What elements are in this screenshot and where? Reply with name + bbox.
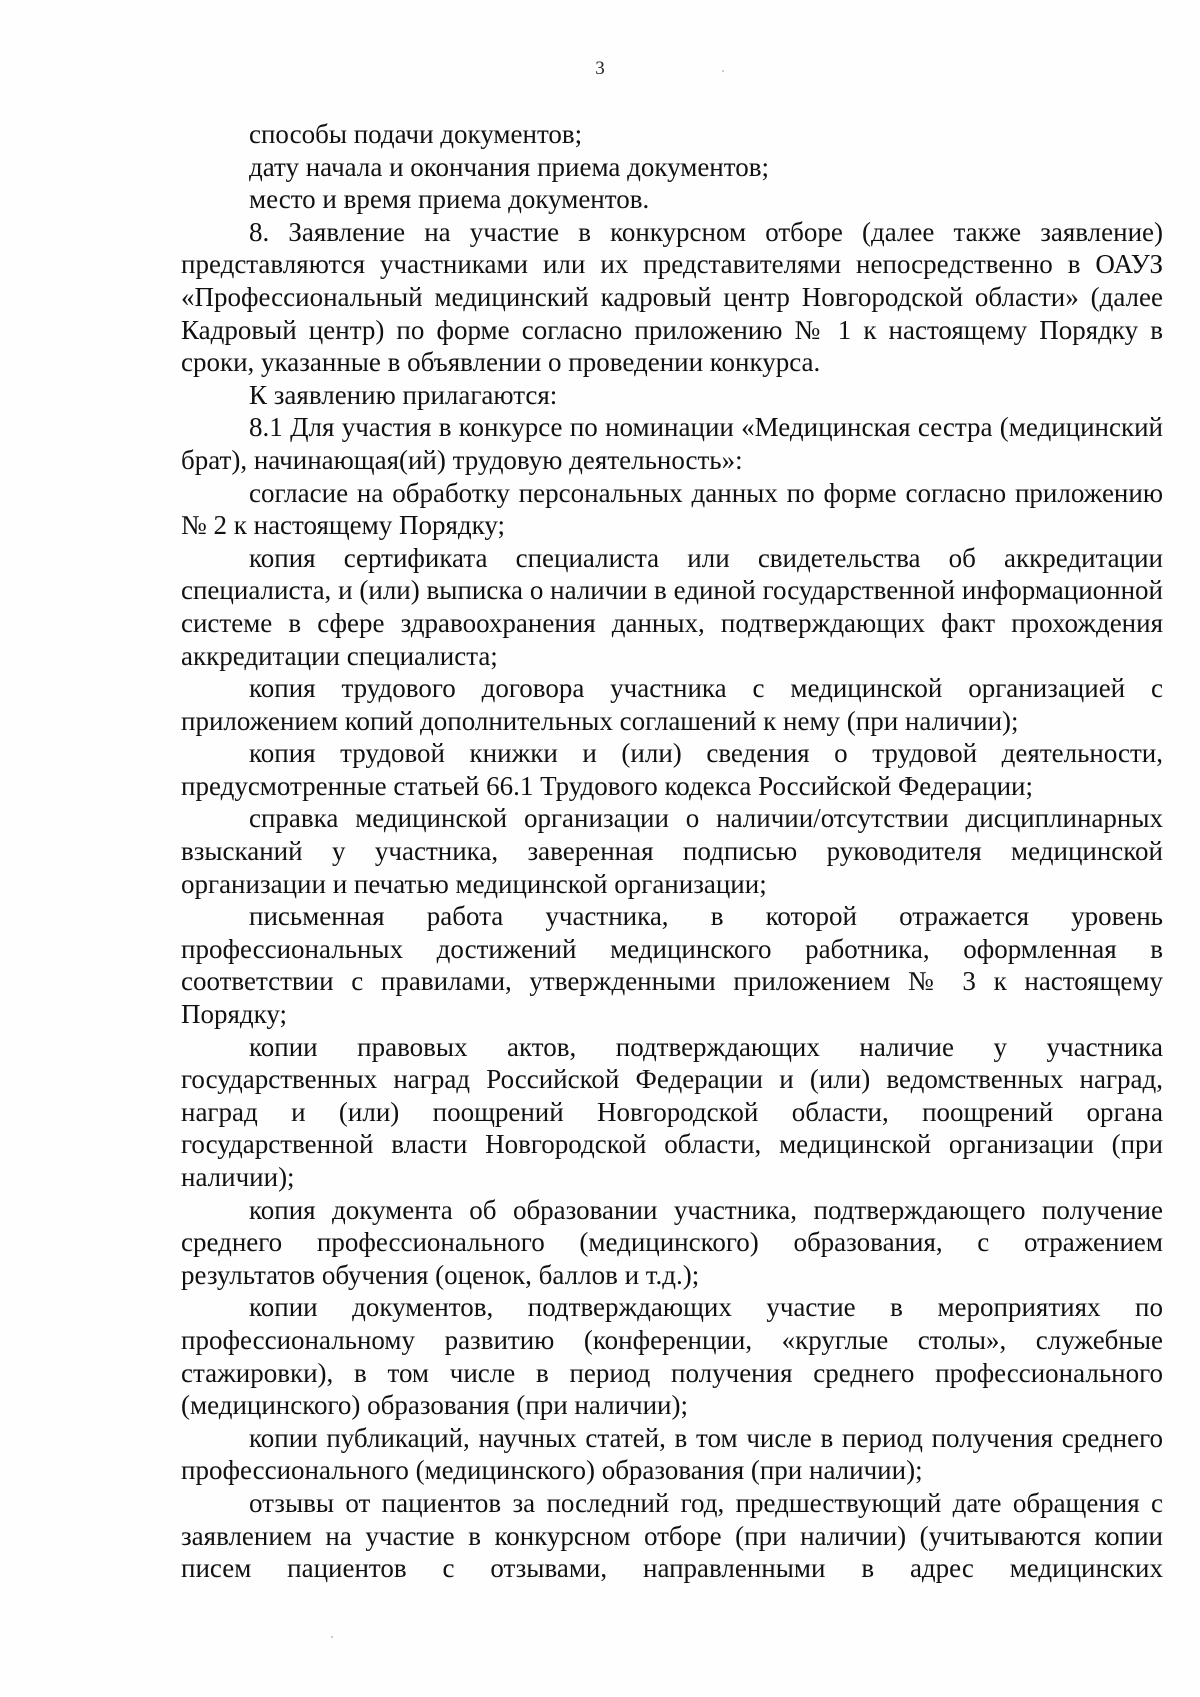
list-item-publications: копии публикаций, научных статей, в том числе в период получения среднего профессионального (медицинского) образования (при наличии);	[181, 1422, 1163, 1486]
list-item-consent: согласие на обработку персональных данных по форме согласно приложению № 2 к настоящему Порядку;	[181, 477, 1163, 541]
list-item-certificate-copy: копия сертификата специалиста или свидетельства об аккредитации специалиста, и (или) выписка о наличии в единой государственной информационной системе в сфере здравоохранения данных, подтверждающих факт прохождения аккредитации специалиста;	[181, 542, 1163, 671]
list-item-patient-reviews: отзывы от пациентов за последний год, предшествующий дате обращения с заявлением на участие в конкурсном отборе (при наличии) (учитываются копии писем пациентов с отзывами, направленными в адрес медицинских	[181, 1487, 1163, 1584]
list-item-awards-acts: копии правовых актов, подтверждающих наличие у участника государственных наград Российской Федерации и (или) ведомственных наград, наград и (или) поощрений Новгородской области, поощрений органа государственной власти Новгородской области, медицинской организации (при наличии);	[181, 1031, 1163, 1192]
list-item-work-record-book: копия трудовой книжки и (или) сведения о трудовой деятельности, предусмотренные статьей 66.1 Трудового кодекса Российской Федерации;	[181, 738, 1163, 801]
list-item-disciplinary-certificate: справка медицинской организации о наличии/отсутствии дисциплинарных взысканий у участника, заверенная подписью руководителя медицинской организации и печатью медицинской организации;	[181, 803, 1163, 899]
list-item-education-document: копия документа об образовании участника, подтверждающего получение среднего профессионального (медицинского) образования, с отражением результатов обучения (оценок, баллов и т.д.);	[181, 1194, 1163, 1290]
scan-speck	[331, 1636, 333, 1638]
list-item-employment-contract: копия трудового договора участника с медицинской организацией с приложением копий дополнительных соглашений к нему (при наличии);	[181, 673, 1163, 736]
paragraph-acceptance-place-time: место и время приема документов.	[249, 184, 650, 215]
list-item-written-work: письменная работа участника, в которой отражается уровень профессиональных достижений медицинского работника, оформленная в соответствии с правилами, утвержденными приложением № 3 к настоящему Порядку;	[181, 901, 1163, 1030]
page-number: 3	[595, 58, 605, 79]
list-item-professional-development: копии документов, подтверждающих участие в мероприятиях по профессиональному развитию (конференции, «круглые столы», служебные стажировки), в том числе в период получения среднего профессионального (медицинского) образования (при наличии);	[181, 1292, 1163, 1421]
document-body	[181, 118, 1163, 1585]
paragraph-acceptance-dates: дату начала и окончания приема документов;	[249, 151, 769, 182]
paragraph-attachments-intro: К заявлению прилагаются:	[249, 379, 558, 410]
paragraph-8-application: 8. Заявление на участие в конкурсном отборе (далее также заявление) представляются участниками или их представителями непосредственно в ОАУЗ «Профессиональный медицинский кадровый центр Новгородской области» (далее Кадровый центр) по форме согласно приложению № 1 к настоящему Порядку в сроки, указанные в объявлении о проведении конкурса.	[181, 216, 1163, 378]
scan-speck	[722, 70, 724, 72]
paragraph-8-1-nomination: 8.1 Для участия в конкурсе по номинации «Медицинская сестра (медицинский брат), начинающая(ий) трудовую деятельность»:	[181, 412, 1163, 475]
paragraph-submission-methods: способы подачи документов;	[249, 119, 583, 149]
